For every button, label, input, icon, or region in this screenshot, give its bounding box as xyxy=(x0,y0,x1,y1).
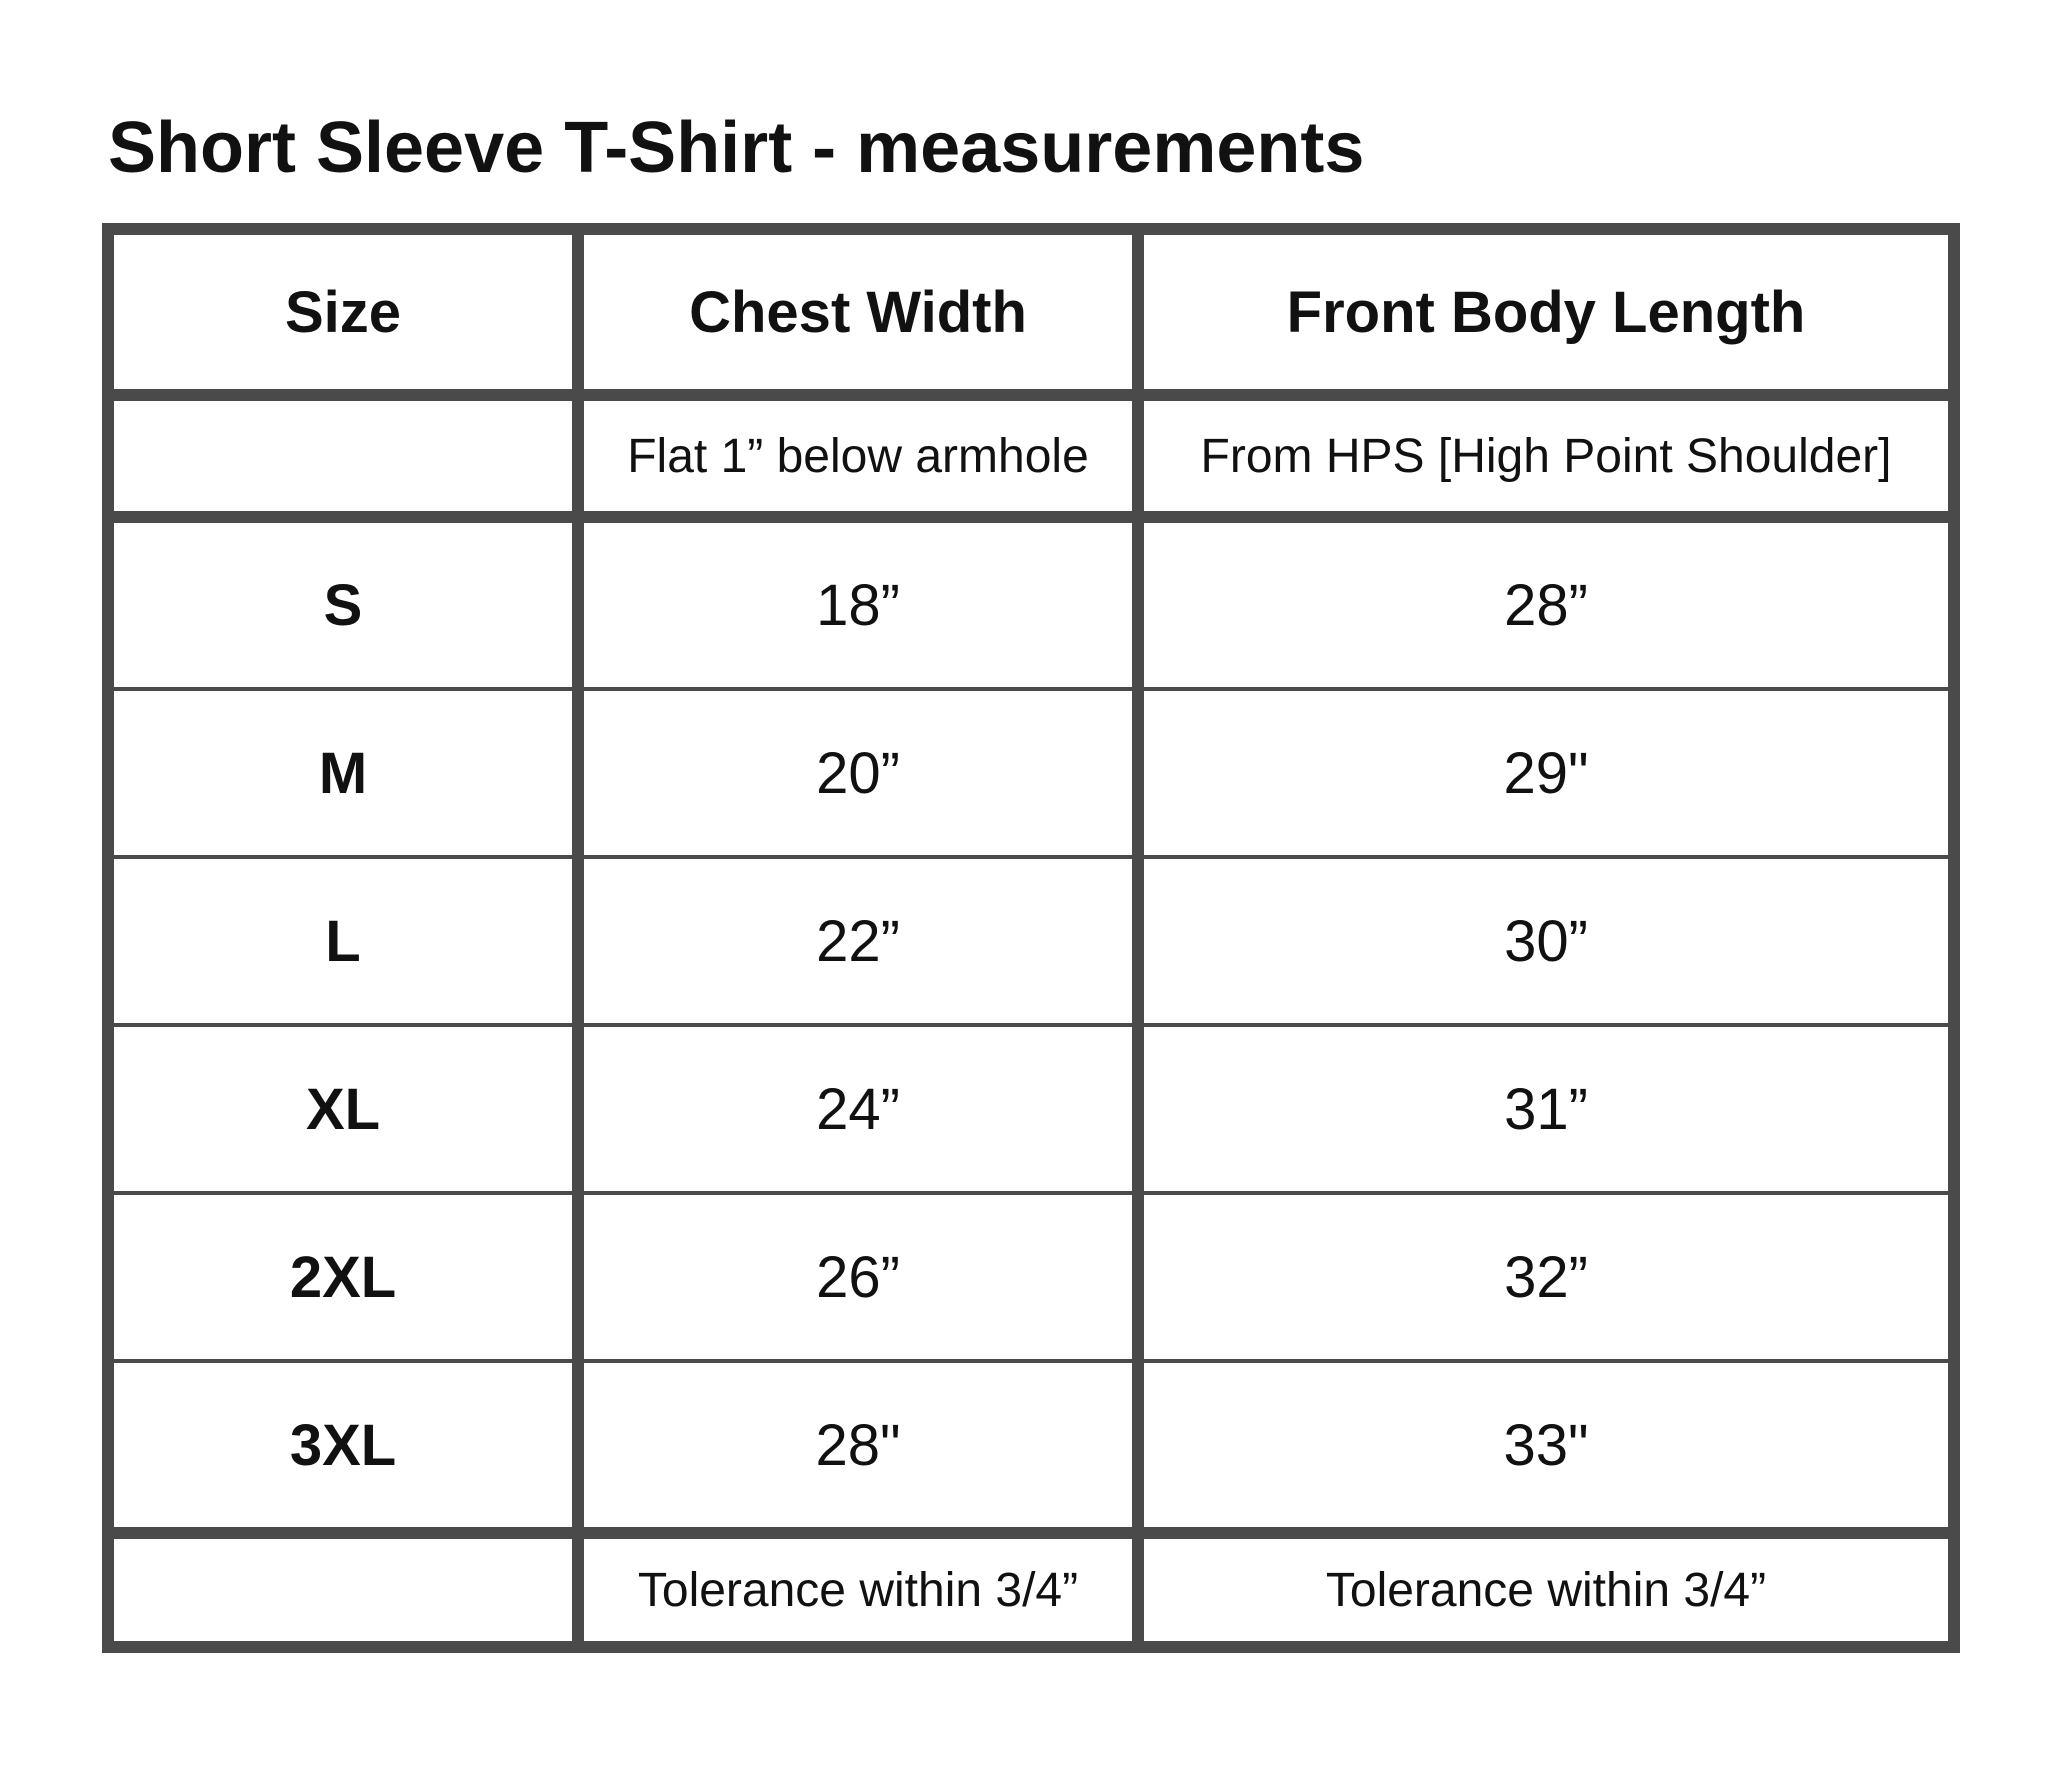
front-body-length-cell: 31” xyxy=(1138,1025,1954,1193)
table-row xyxy=(108,1361,1954,1533)
table-row xyxy=(108,517,1954,689)
measurements-table xyxy=(102,223,1960,1653)
size-cell: M xyxy=(108,689,578,857)
front-body-length-cell: 30” xyxy=(1138,857,1954,1025)
header-row xyxy=(108,229,1954,395)
chest-width-cell: 22” xyxy=(578,857,1138,1025)
size-cell: L xyxy=(108,857,578,1025)
size-cell: S xyxy=(108,517,578,689)
tolerance-size xyxy=(108,1533,578,1647)
subheader-chest-width: Flat 1” below armhole xyxy=(578,395,1138,517)
page-title: Short Sleeve T-Shirt - measurements xyxy=(108,108,1365,188)
front-body-length-cell: 29" xyxy=(1138,689,1954,857)
front-body-length-cell: 32” xyxy=(1138,1193,1954,1361)
header-front-body-length: Front Body Length xyxy=(1138,229,1954,395)
tolerance-front-body-length: Tolerance within 3/4” xyxy=(1138,1533,1954,1647)
size-cell: 3XL xyxy=(108,1361,578,1533)
size-cell: XL xyxy=(108,1025,578,1193)
tolerance-chest-width: Tolerance within 3/4” xyxy=(578,1533,1138,1647)
table-row xyxy=(108,1193,1954,1361)
table-row xyxy=(108,689,1954,857)
chest-width-cell: 24” xyxy=(578,1025,1138,1193)
chest-width-cell: 18” xyxy=(578,517,1138,689)
chest-width-cell: 26” xyxy=(578,1193,1138,1361)
table-row xyxy=(108,857,1954,1025)
subheader-size xyxy=(108,395,578,517)
header-chest-width: Chest Width xyxy=(578,229,1138,395)
header-size: Size xyxy=(108,229,578,395)
front-body-length-cell: 33" xyxy=(1138,1361,1954,1533)
subheader-front-body-length: From HPS [High Point Shoulder] xyxy=(1138,395,1954,517)
size-cell: 2XL xyxy=(108,1193,578,1361)
front-body-length-cell: 28” xyxy=(1138,517,1954,689)
subheader-row xyxy=(108,395,1954,517)
table-row xyxy=(108,1025,1954,1193)
chest-width-cell: 20” xyxy=(578,689,1138,857)
tolerance-row xyxy=(108,1533,1954,1647)
chest-width-cell: 28" xyxy=(578,1361,1138,1533)
